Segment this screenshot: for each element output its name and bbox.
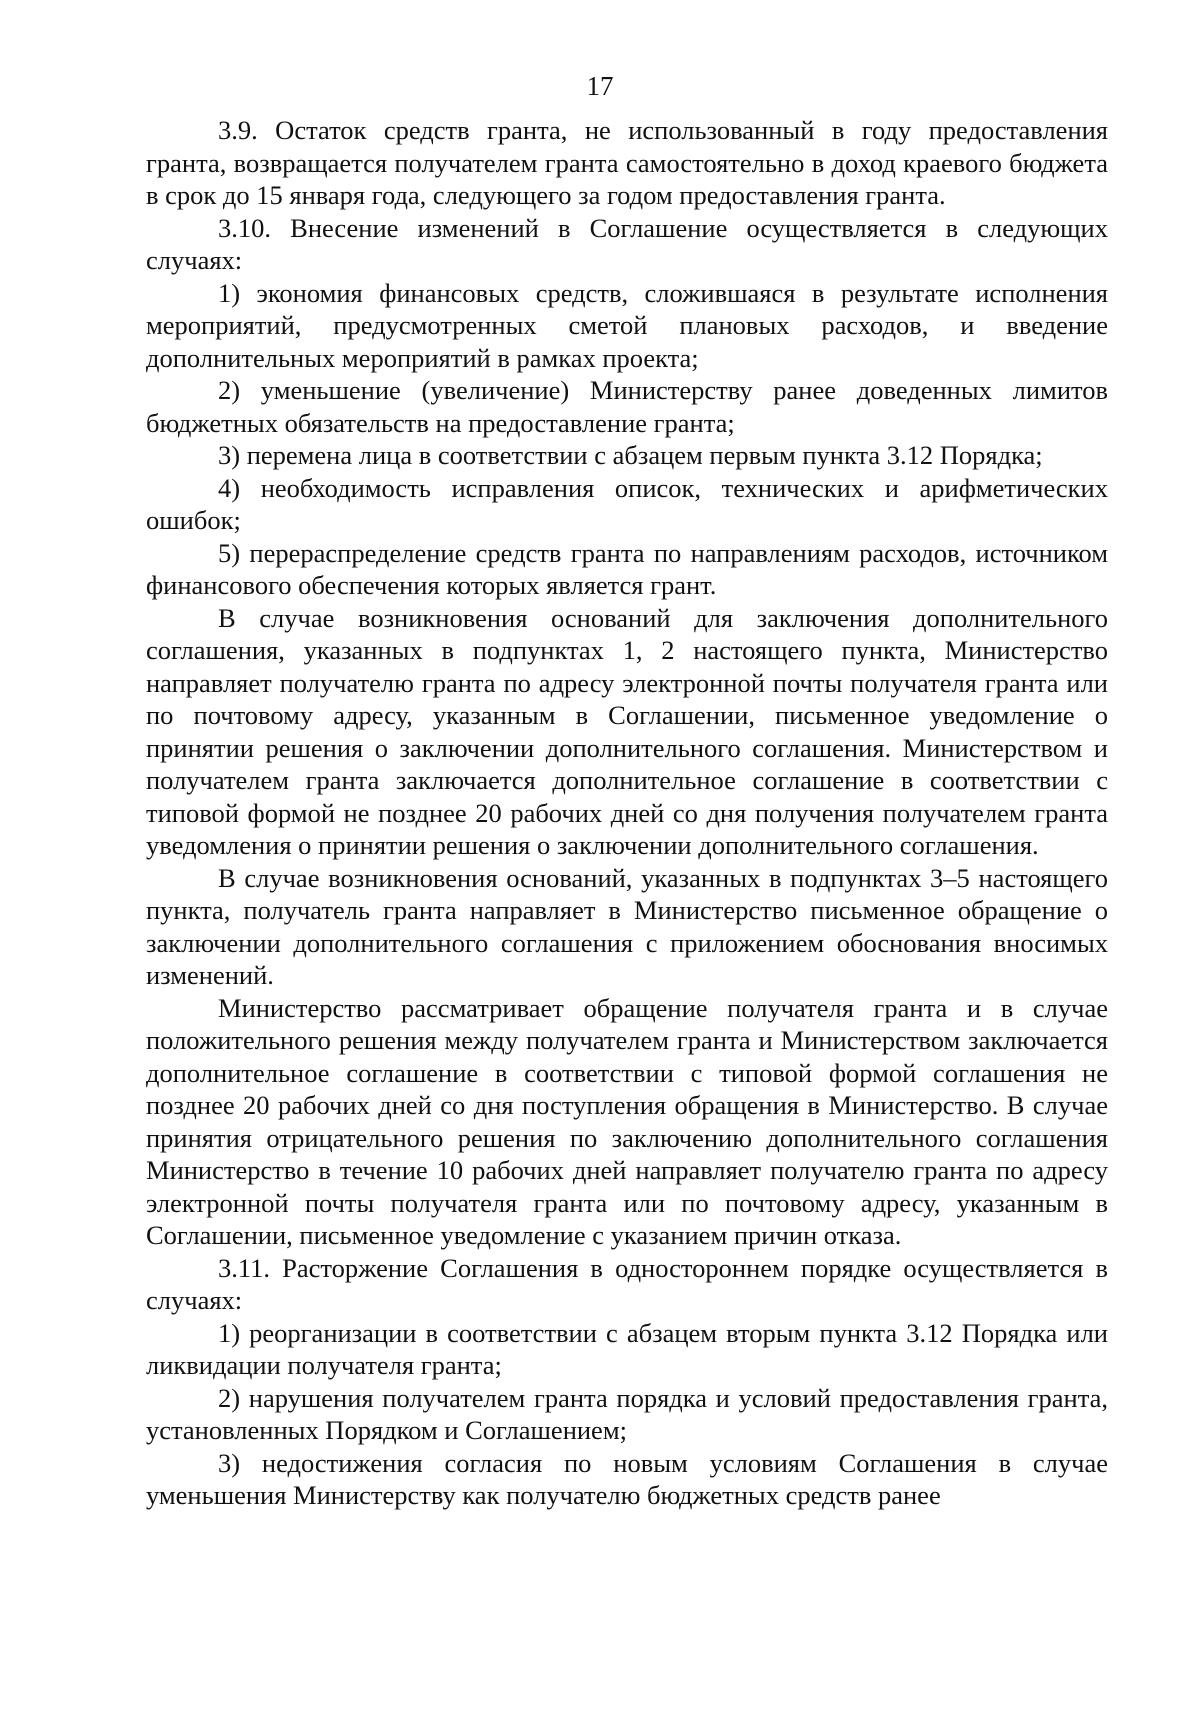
- paragraph-3-9: 3.9. Остаток средств гранта, не использованный в году предоставления гранта, возвращается получателем гранта самостоятельно в доход краевого бюджета в срок до 15 января года, следующего за годом предоставления гранта.: [146, 115, 1108, 210]
- paragraph-recipient-request: В случае возникновения оснований, указанных в подпунктах 3–5 настоящего пункта, получатель гранта направляет в Министерство письменное обращение о заключении дополнительного соглашения с приложением обоснования вносимых изменений.: [146, 862, 1108, 990]
- list-item-3-10-1: 1) экономия финансовых средств, сложившаяся в результате исполнения мероприятий, предусмотренных сметой плановых расходов, и введение дополнительных мероприятий в рамках проекта;: [146, 277, 1108, 373]
- list-item-3-11-2: 2) нарушения получателем гранта порядка и условий предоставления гранта, установленных Порядком и Соглашением;: [146, 1382, 1108, 1445]
- page-number: 17: [586, 71, 614, 101]
- list-item-3-11-1: 1) реорганизации в соответствии с абзацем вторым пункта 3.12 Порядка или ликвидации получателя гранта;: [146, 1317, 1108, 1380]
- paragraph-additional-agreement: В случае возникновения оснований для заключения дополнительного соглашения, указанных в подпунктах 1, 2 настоящего пункта, Министерство направляет получателю гранта по адресу электронной почты получателя гранта или по почтовому адресу, указанным в Соглашении, письменное уведомление о принятии решения о заключении дополнительного соглашения. Министерством и получателем гранта заключается дополнительное соглашение в соответствии с типовой формой не позднее 20 рабочих дней со дня получения получателем гранта уведомления о принятии решения о заключении дополнительного соглашения.: [146, 602, 1108, 860]
- paragraph-3-11: 3.11. Расторжение Соглашения в одностороннем порядке осуществляется в случаях:: [146, 1252, 1108, 1315]
- list-item-3-10-3: 3) перемена лица в соответствии с абзацем первым пункта 3.12 Порядка;: [218, 440, 1043, 470]
- paragraph-3-10: 3.10. Внесение изменений в Соглашение осуществляется в следующих случаях:: [146, 212, 1108, 275]
- document-body: [146, 114, 1108, 1512]
- list-item-3-10-5: 5) перераспределение средств гранта по направлениям расходов, источником финансового обеспечения которых является грант.: [146, 537, 1108, 600]
- list-item-3-10-2: 2) уменьшение (увеличение) Министерству ранее доведенных лимитов бюджетных обязательств на предоставление гранта;: [146, 375, 1108, 438]
- list-item-3-11-3: 3) недостижения согласия по новым условиям Соглашения в случае уменьшения Министерству как получателю бюджетных средств ранее: [146, 1447, 1108, 1510]
- list-item-3-10-4: 4) необходимость исправления описок, технических и арифметических ошибок;: [146, 472, 1108, 535]
- paragraph-ministry-review: Министерство рассматривает обращение получателя гранта и в случае положительного решения между получателем гранта и Министерством заключается дополнительное соглашение в соответствии с типовой формой соглашения не позднее 20 рабочих дней со дня поступления обращения в Министерство. В случае принятия отрицательного решения по заключению дополнительного соглашения Министерство в течение 10 рабочих дней направляет получателю гранта по адресу электронной почты получателя гранта или по почтовому адресу, указанным в Соглашении, письменное уведомление с указанием причин отказа.: [146, 992, 1108, 1250]
